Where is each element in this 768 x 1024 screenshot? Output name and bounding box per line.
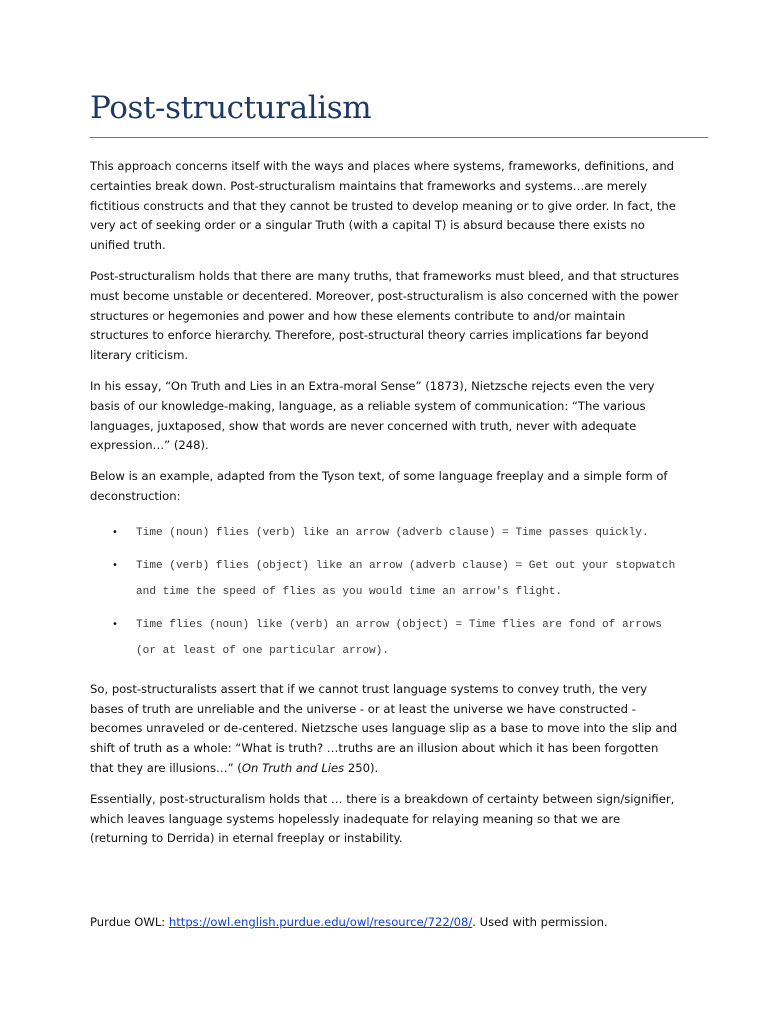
attribution-suffix: . Used with permission.: [472, 915, 608, 929]
paragraph-example-intro: Below is an example, adapted from the Tyson text, of some language freeplay and a simple form of deconstruction:: [90, 469, 668, 503]
source-link[interactable]: https://owl.english.purdue.edu/owl/resource/722/08/: [168, 915, 473, 929]
example-text: Time (noun) flies (verb) like an arrow (adverb clause) = Time passes quickly.: [136, 526, 649, 539]
document-body: [90, 157, 680, 860]
paragraph-nietzsche-essay: In his essay, “On Truth and Lies in an Extra-moral Sense” (1873), Nietzsche rejects even the very basis of our knowledge-making, language, as a reliable system of communication: “The various languages, juxtaposed, show that words are never concerned with truth, never with adequate expression…” (248).: [90, 378, 655, 453]
citation-page: 250).: [344, 760, 379, 775]
example-text: Time (verb) flies (object) like an arrow (adverb clause) = Get out your stopwatch and time the speed of flies as you would time an arrow's flight.: [136, 559, 676, 598]
list-item: [90, 612, 680, 664]
attribution-prefix: Purdue OWL:: [90, 915, 169, 929]
example-list: [90, 520, 680, 664]
page-title: Post-structuralism: [90, 90, 372, 126]
example-text: Time flies (noun) like (verb) an arrow (object) = Time flies are fond of arrows (or at least of one particular arrow).: [136, 618, 662, 657]
paragraph-conclusion: [90, 680, 680, 779]
conclusion-main-text: So, post-structuralists assert that if we cannot trust language systems to convey truth, the very bases of truth are unreliable and the universe - or at least the universe we have constructed - becomes unraveled or de-centered. Nietzsche uses language slip as a base to move into the slip and shift of truth as a whole: “What is truth? …truths are an illusion about which it has been forgotten that they are illusions…” (: [90, 681, 678, 775]
paragraph-intro: This approach concerns itself with the ways and places where systems, frameworks, definitions, and certainties break down. Post-structuralism maintains that frameworks and systems…are merely fictitious constructs and that they cannot be trusted to develop meaning or to give order. In fact, the very act of seeking order or a singular Truth (with a capital T) is absurd because there exists no unified truth.: [90, 159, 676, 253]
list-item: [90, 520, 680, 546]
paragraph-many-truths: Post-structuralism holds that there are many truths, that frameworks must bleed, and that structures must become unstable or decentered. Moreover, post-structuralism is also concerned with the power structures or hegemonies and power and how these elements contribute to and/or maintain structures to enforce hierarchy. Therefore, post-structural theory carries implications far beyond literary criticism.: [90, 268, 680, 363]
source-attribution: [90, 913, 690, 933]
bullet-icon: •: [112, 526, 118, 538]
title-underline-rule: [90, 137, 708, 138]
bullet-icon: •: [112, 559, 118, 571]
bullet-icon: •: [112, 618, 118, 630]
paragraph-essentially: Essentially, post-structuralism holds that … there is a breakdown of certainty between sign/signifier, which leaves language systems hopelessly inadequate for relaying meaning so that we are (returning to Derrida) in eternal freeplay or instability.: [90, 791, 675, 846]
citation-title: On Truth and Lies: [241, 760, 345, 775]
list-item: [90, 553, 680, 605]
